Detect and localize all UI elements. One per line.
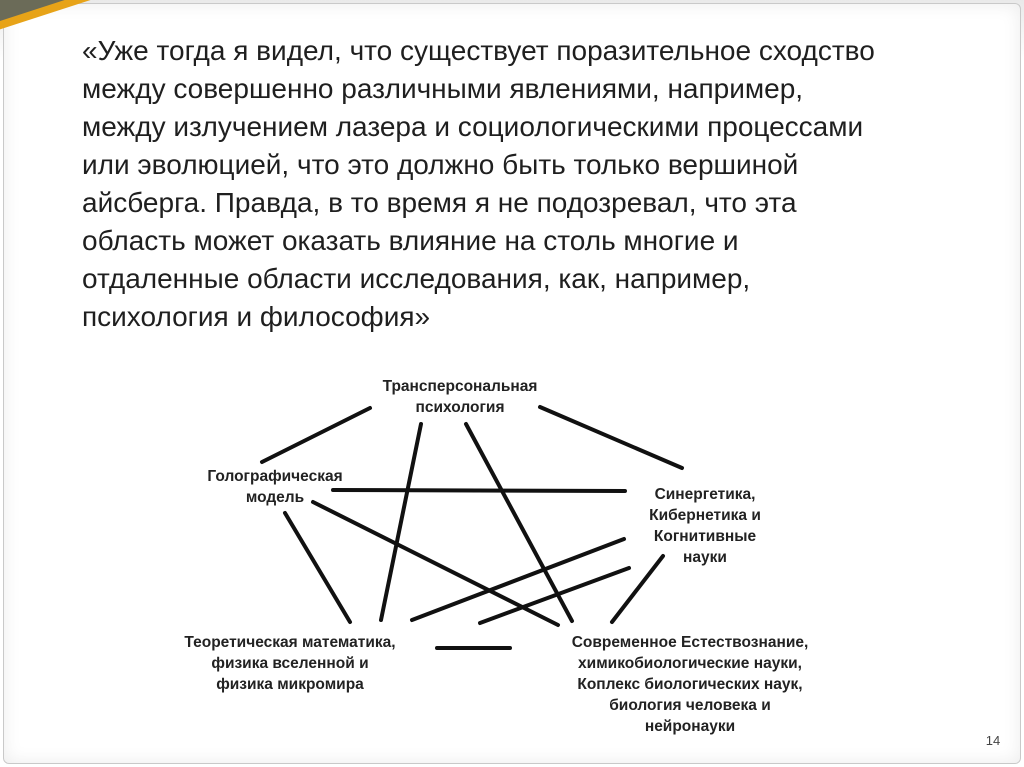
- quote-text: «Уже тогда я видел, что существует поразительное сходство между совершенно различными явлениями, например, между излучением лазера и социологическими процессами или эволюцией, что это должно быть только вершиной айсберга. Правда, в то время я не подозревал, что эта область может оказать влияние на столь многие и отдаленные области исследования, как, например, психология и философия»: [82, 35, 875, 332]
- node-holographic-model: Голографическая модель: [207, 468, 343, 506]
- node-synergetics: Синергетика, Кибернетика и Когнитивные науки: [649, 486, 761, 566]
- page-number: 14: [985, 733, 1001, 748]
- node-modern-science: Современное Естествознание, химикобиологические науки, Коплекс биологических наук, биология человека и нейронауки: [571, 634, 809, 735]
- node-transpersonal-psychology: Трансперсональная психология: [382, 378, 538, 416]
- edge-trans-theoretical: [381, 424, 421, 620]
- node-theoretical-mathematics: Теоретическая математика, физика вселенной и физика микромира: [184, 634, 396, 693]
- edge-holo-theoretical: [285, 513, 350, 622]
